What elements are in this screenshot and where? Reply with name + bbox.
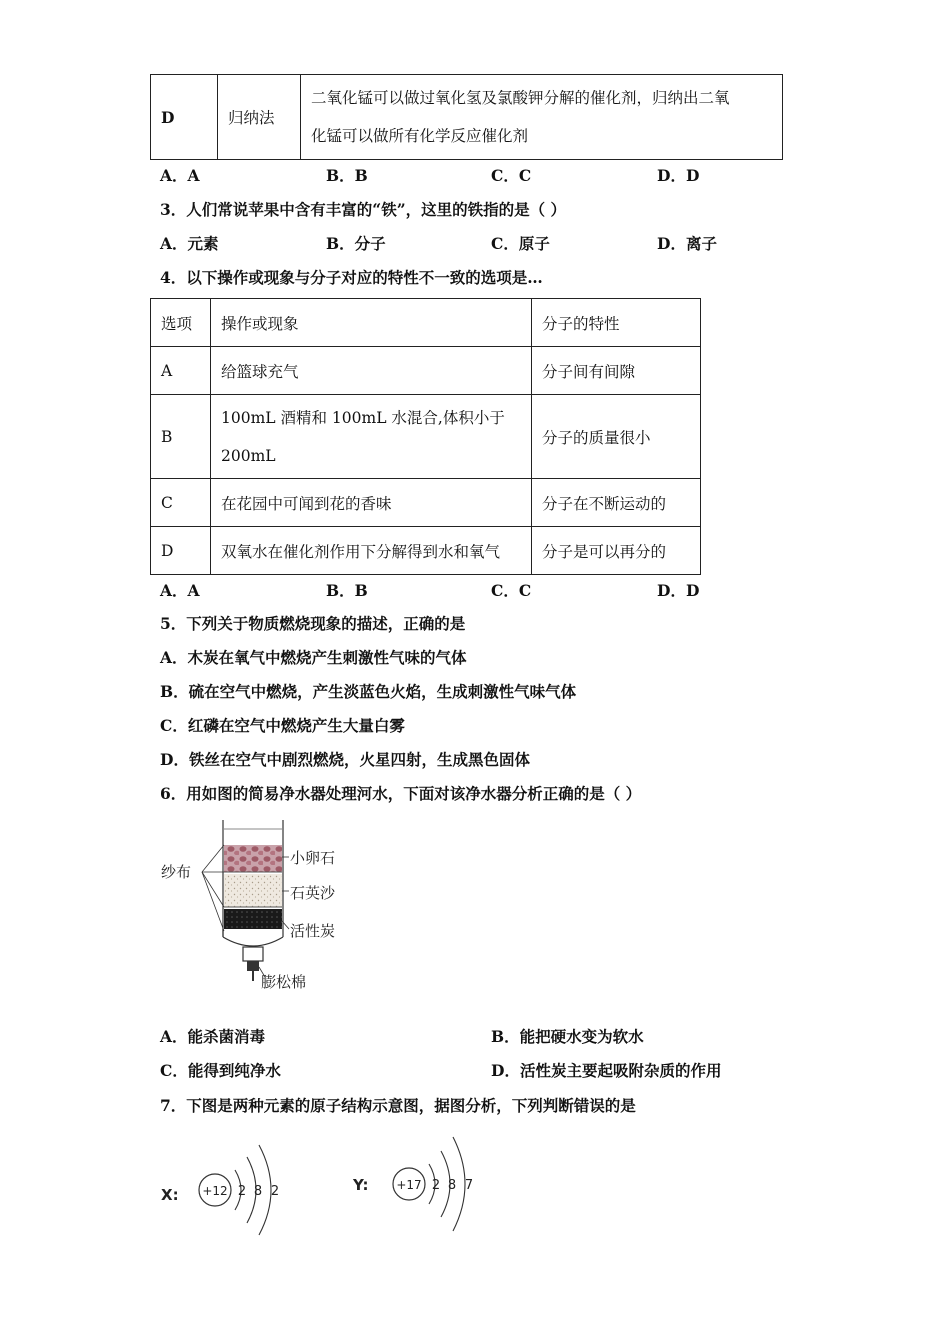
row-property: 分子的质量很小 — [532, 395, 701, 479]
q4-option-c[interactable]: C．C — [491, 581, 532, 600]
q5-option-c[interactable]: C．红磷在空气中燃烧产生大量白雾 — [160, 716, 405, 735]
label-gauze: 纱布 — [161, 863, 192, 881]
q7-stem: 7．下图是两种元素的原子结构示意图，据图分析，下列判断错误的是 — [160, 1096, 636, 1115]
row-phenomenon: 在花园中可闻到花的香味 — [211, 479, 532, 527]
q4-option-d[interactable]: D．D — [657, 581, 700, 600]
table-row — [151, 347, 701, 395]
table-molecule-properties — [150, 298, 701, 575]
table-cell-letter: D — [151, 75, 218, 160]
label-cotton: 膨松棉 — [261, 973, 307, 991]
q2-option-c[interactable]: C．C — [491, 166, 532, 185]
atom-x-shell-3-electrons: 2 — [270, 1184, 280, 1199]
row-option: D — [151, 527, 211, 575]
q3-stem: 3．人们常说苹果中含有丰富的“铁”，这里的铁指的是（ ） — [160, 200, 567, 219]
q4-option-a[interactable]: A．A — [160, 581, 200, 600]
q3-option-b[interactable]: B．分子 — [326, 234, 386, 253]
atomic-structure-figure — [155, 1125, 495, 1250]
label-sand: 石英沙 — [290, 884, 336, 902]
atom-y-nucleus-charge: +17 — [396, 1178, 422, 1192]
q3-option-c[interactable]: C．原子 — [491, 234, 550, 253]
q5-option-a[interactable]: A．木炭在氧气中燃烧产生刺激性气味的气体 — [160, 648, 467, 667]
row-property: 分子是可以再分的 — [532, 527, 701, 575]
row-property: 分子间有间隙 — [532, 347, 701, 395]
table-catalyst-continued — [150, 74, 783, 160]
q6-option-c[interactable]: C．能得到纯净水 — [160, 1061, 281, 1080]
atom-x-label: X: — [161, 1186, 179, 1204]
outlet-valve — [247, 961, 259, 971]
q2-option-b[interactable]: B．B — [326, 166, 368, 185]
q4-stem: 4．以下操作或现象与分子对应的特性不一致的选项是… — [160, 268, 543, 287]
q3-option-d[interactable]: D．离子 — [657, 234, 717, 253]
sand-layer — [224, 874, 282, 907]
atom-y-label: Y: — [353, 1176, 369, 1194]
row-phenomenon: 给篮球充气 — [211, 347, 532, 395]
row-option: C — [151, 479, 211, 527]
label-carbon: 活性炭 — [290, 922, 336, 940]
q5-stem: 5．下列关于物质燃烧现象的描述，正确的是 — [160, 614, 466, 633]
header-phenomenon: 操作或现象 — [211, 299, 532, 347]
row-property: 分子在不断运动的 — [532, 479, 701, 527]
q2-option-d[interactable]: D．D — [657, 166, 700, 185]
header-property: 分子的特性 — [532, 299, 701, 347]
row-option: B — [151, 395, 211, 479]
q2-option-a[interactable]: A．A — [160, 166, 200, 185]
table-row — [151, 527, 701, 575]
row-phenomenon — [211, 395, 532, 479]
q6-option-d[interactable]: D．活性炭主要起吸附杂质的作用 — [491, 1061, 722, 1080]
q6-stem: 6．用如图的简易净水器处理河水，下面对该净水器分析正确的是（ ） — [160, 784, 642, 803]
carbon-layer — [224, 909, 282, 929]
atom-y-shell-2-electrons: 8 — [447, 1178, 457, 1193]
table-row — [151, 479, 701, 527]
q5-option-d[interactable]: D．铁丝在空气中剧烈燃烧，火星四射，生成黑色固体 — [160, 750, 530, 769]
label-pebbles: 小卵石 — [290, 849, 336, 867]
pebble-layer — [224, 845, 282, 872]
q6-option-a[interactable]: A．能杀菌消毒 — [160, 1027, 266, 1046]
q6-option-b[interactable]: B．能把硬水变为软水 — [491, 1027, 644, 1046]
row-phenomenon: 双氧水在催化剂作用下分解得到水和氧气 — [211, 527, 532, 575]
outlet-cap — [243, 947, 263, 961]
phenomenon-line-2: 200mL — [221, 446, 276, 465]
table-cell-description — [301, 75, 783, 160]
atom-x-shell-1-electrons: 2 — [237, 1184, 247, 1199]
row-option: A — [151, 347, 211, 395]
atom-y-shell-3-electrons: 7 — [464, 1178, 474, 1193]
table-row — [151, 395, 701, 479]
table-cell-method: 归纳法 — [218, 75, 301, 160]
cotton-chamber — [223, 937, 283, 946]
q4-option-b[interactable]: B．B — [326, 581, 368, 600]
water-purifier-figure — [155, 815, 365, 995]
q5-option-b[interactable]: B．硫在空气中燃烧，产生淡蓝色火焰，生成刺激性气味气体 — [160, 682, 577, 701]
q3-option-a[interactable]: A．元素 — [160, 234, 219, 253]
header-option: 选项 — [151, 299, 211, 347]
atom-y-shell-1-electrons: 2 — [431, 1178, 441, 1193]
phenomenon-line-1: 100mL 酒精和 100mL 水混合,体积小于 — [221, 408, 505, 427]
atom-x-nucleus-charge: +12 — [202, 1184, 228, 1198]
description-line-2: 化锰可以做所有化学反应催化剂 — [311, 127, 529, 145]
description-line-1: 二氧化锰可以做过氧化氢及氯酸钾分解的催化剂，归纳出二氧 — [311, 89, 730, 107]
atom-x-shell-2-electrons: 8 — [253, 1184, 263, 1199]
